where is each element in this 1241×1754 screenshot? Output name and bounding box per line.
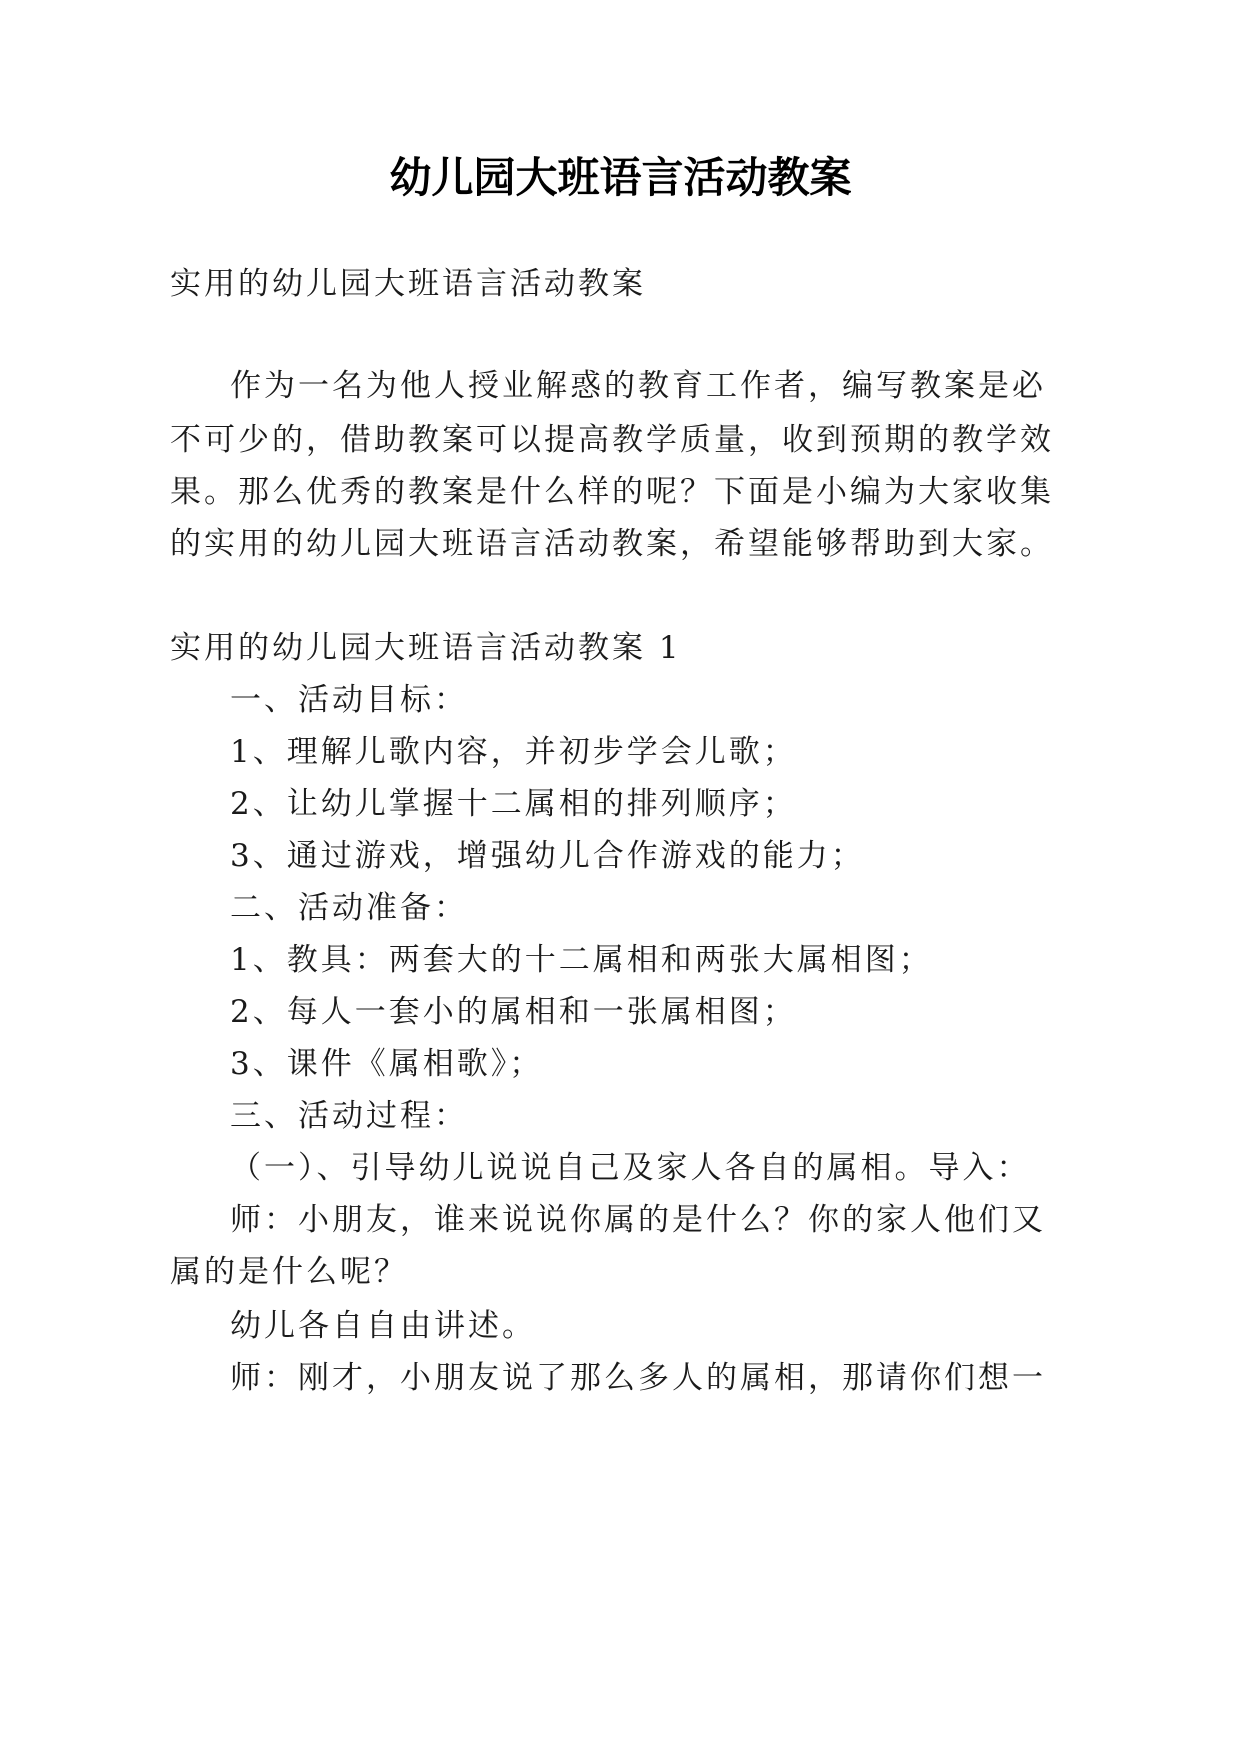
body-line: 2、每人一套小的属相和一张属相图； — [230, 994, 797, 1030]
section-heading: 实用的幼儿园大班语言活动教案 1 — [170, 630, 682, 666]
body-line: 3、通过游戏，增强幼儿合作游戏的能力； — [230, 838, 865, 874]
body-line: 一、活动目标： — [230, 682, 468, 718]
body-line: 幼儿各自自由讲述。 — [230, 1308, 536, 1344]
body-line: 师：小朋友，谁来说说你属的是什么？你的家人他们又 — [230, 1202, 1046, 1238]
body-line: 3、课件《属相歌》； — [230, 1046, 544, 1082]
body-line: 三、活动过程： — [230, 1098, 468, 1134]
body-line: 1、教具：两套大的十二属相和两张大属相图； — [230, 942, 933, 978]
intro-line: 不可少的，借助教案可以提高教学质量，收到预期的教学效 — [170, 422, 1054, 458]
body-line: 2、让幼儿掌握十二属相的排列顺序； — [230, 786, 797, 822]
document-title: 幼儿园大班语言活动教案 — [389, 153, 852, 202]
body-line: 1、理解儿歌内容，并初步学会儿歌； — [230, 734, 797, 770]
body-line: 师：刚才，小朋友说了那么多人的属相，那请你们想一 — [230, 1360, 1046, 1396]
document-subtitle: 实用的幼儿园大班语言活动教案 — [170, 266, 646, 302]
body-line: 属的是什么呢？ — [170, 1254, 408, 1290]
body-line: （一）、引导幼儿说说自己及家人各自的属相。导入： — [230, 1150, 1031, 1186]
body-line: 二、活动准备： — [230, 890, 468, 926]
intro-line: 作为一名为他人授业解惑的教育工作者，编写教案是必 — [230, 368, 1046, 404]
intro-line: 的实用的幼儿园大班语言活动教案，希望能够帮助到大家。 — [170, 526, 1054, 562]
intro-line: 果。那么优秀的教案是什么样的呢？下面是小编为大家收集 — [170, 474, 1054, 510]
